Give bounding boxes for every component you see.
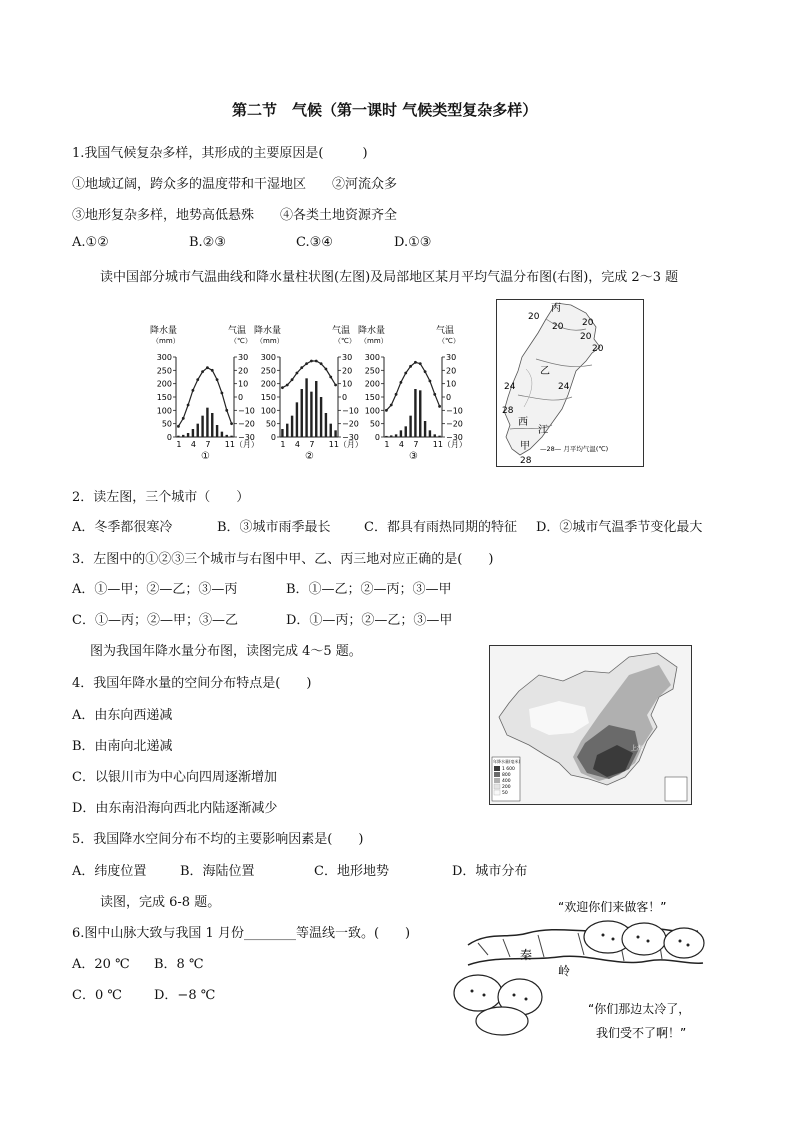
precip-tick-label: 0 [166, 433, 172, 442]
q3-option-d: D．①—丙；②—乙；③—甲 [286, 613, 453, 628]
precip-tick-label: 50 [265, 419, 276, 429]
isotherm-label: 乙 [540, 366, 550, 377]
temp-point [296, 372, 299, 375]
precip-bar [330, 424, 332, 437]
q2-option-c: C．都具有雨热同期的特征 [364, 520, 517, 535]
temp-point [216, 378, 219, 381]
speech-top: “欢迎你们来做客！” [558, 900, 667, 914]
climate-charts [140, 325, 467, 462]
precip-bar [395, 434, 397, 437]
q1-stem: 1.我国气候复杂多样，其形成的主要原因是( ) [72, 146, 368, 161]
temp-line [178, 368, 231, 427]
temp-axis-unit: （℃） [230, 337, 252, 345]
precip-bar [291, 416, 293, 437]
precip-tick-label: 200 [156, 379, 172, 389]
q1-line1: ①地域辽阔，跨众多的温度带和干湿地区 ②河流众多 [72, 177, 398, 192]
q1-option-a: A.①② [72, 235, 109, 250]
precip-tick-label: 250 [156, 366, 172, 376]
intro-q2-q3: 读中国部分城市气温曲线和降水量柱状图(左图)及局部地区某月平均气温分布图(右图)，完成 2～3 题 [100, 270, 679, 285]
temp-line [386, 362, 439, 410]
q4-option-c: C．以银川市为中心向四周逐渐增加 [72, 770, 277, 785]
month-tick-label: 1 [176, 440, 182, 449]
temp-tick-label: −30 [342, 433, 359, 442]
temp-tick-label: −20 [446, 419, 463, 429]
isotherm-label: 28 [502, 406, 514, 416]
month-tick-label: 4 [294, 440, 301, 449]
isotherm-label: 28 [520, 456, 532, 466]
precip-axis-unit: （mm） [152, 337, 180, 345]
temp-point [187, 404, 190, 407]
temp-tick-label: 20 [238, 366, 249, 376]
temp-point [419, 362, 422, 365]
precip-bar [419, 390, 421, 437]
isotherm-map [496, 299, 644, 467]
isotherm-label: 西 [518, 417, 528, 428]
q5-option-a: A．纬度位置 [72, 864, 147, 879]
q1-option-c: C.③④ [296, 235, 333, 250]
temp-tick-label: −30 [238, 433, 255, 442]
temp-tick-label: 30 [446, 353, 457, 362]
precip-bar [182, 435, 184, 437]
q4-option-a: A．由东向西递减 [72, 708, 173, 723]
temp-point [424, 370, 427, 373]
precip-tick-label: 200 [260, 379, 276, 389]
isotherm-label: 20 [582, 318, 594, 328]
month-tick-label: 4 [190, 440, 197, 449]
precip-axis-title: 降水量 [254, 326, 282, 336]
temp-tick-label: 0 [238, 393, 244, 402]
precip-bar [187, 433, 189, 437]
precip-axis-title: 降水量 [358, 326, 386, 336]
temp-line [282, 361, 335, 388]
precip-legend-item: 50 [502, 791, 508, 796]
precip-bar [385, 436, 387, 437]
precip-legend-item: 400 [502, 779, 511, 784]
isotherm-label: 20 [580, 332, 592, 342]
temp-point [438, 405, 441, 408]
temp-tick-label: 20 [446, 366, 457, 376]
q6-stem: 6.图中山脉大致与我国 1 月份________等温线一致。( ) [72, 926, 411, 941]
precip-bar [438, 436, 440, 437]
temp-point [385, 409, 388, 412]
precip-bar [296, 402, 298, 437]
speech-bottom-line1: “你们那边太冷了， [588, 1002, 691, 1016]
temp-point [329, 376, 332, 379]
precip-bar [206, 408, 208, 437]
temp-tick-label: 10 [238, 379, 249, 389]
q3-option-b: B．①—乙；②—丙；③—甲 [286, 582, 452, 597]
precip-tick-label: 250 [260, 366, 276, 376]
precip-tick-label: 300 [364, 353, 380, 362]
temp-point [409, 365, 412, 368]
speech-bottom-line2: 我们受不了啊！” [596, 1026, 687, 1040]
temp-tick-label: −30 [446, 433, 463, 442]
temp-point [182, 417, 185, 420]
temp-point [221, 392, 224, 395]
precip-bar [429, 430, 431, 437]
precip-axis-unit: （mm） [360, 337, 388, 345]
page-title: 第二节 气候（第一课时 气候类型复杂多样） [232, 101, 538, 119]
precip-bar [201, 416, 203, 437]
q3-option-c: C．①—丙；②—甲；③—乙 [72, 613, 238, 628]
precip-bar [221, 432, 223, 437]
month-tick-label: 7 [205, 440, 211, 449]
precip-tick-label: 300 [260, 353, 276, 362]
temp-point [286, 384, 289, 387]
precip-tick-label: 0 [374, 433, 380, 442]
chart-label: ③ [409, 451, 418, 462]
q2-option-a: A．冬季都很寒冷 [72, 520, 173, 535]
temp-tick-label: −10 [446, 406, 463, 416]
precip-bar [315, 381, 317, 437]
precip-tick-label: 50 [161, 419, 172, 429]
precip-tick-label: 150 [364, 393, 380, 402]
precip-tick-label: 100 [156, 406, 172, 416]
q1-line2: ③地形复杂多样，地势高低悬殊 ④各类土地资源齐全 [72, 208, 398, 223]
precip-bar [305, 378, 307, 437]
mountain-char-ling: 岭 [558, 964, 571, 978]
temp-point [177, 425, 180, 428]
temp-point [334, 384, 337, 387]
precip-tick-label: 100 [364, 406, 380, 416]
precip-bar [216, 425, 218, 437]
month-tick-label: 11（月） [224, 440, 259, 449]
temp-point [201, 370, 204, 373]
q6-option-a: A．20 ℃ [72, 957, 130, 972]
q6-option-b: B．8 ℃ [154, 957, 204, 972]
temp-tick-label: 20 [342, 366, 353, 376]
precip-bar [226, 435, 228, 437]
chart-label: ① [201, 451, 210, 462]
temp-point [395, 393, 398, 396]
temp-axis-title: 气温 [228, 326, 247, 336]
month-tick-label: 7 [309, 440, 315, 449]
temp-tick-label: −10 [238, 406, 255, 416]
precip-bar [301, 389, 303, 437]
precip-legend-title: 年降水量(毫米) [493, 759, 521, 764]
q2-option-b: B．③城市雨季最长 [217, 520, 331, 535]
precip-bar [192, 429, 194, 437]
q5-option-b: B．海陆位置 [180, 864, 255, 879]
isotherm-label: 20 [528, 312, 540, 322]
temp-axis-unit: （℃） [438, 337, 460, 345]
precip-tick-label: 0 [270, 433, 276, 442]
temp-axis-title: 气温 [436, 326, 455, 336]
temp-tick-label: 0 [446, 393, 452, 402]
temp-point [429, 380, 432, 383]
month-tick-label: 11（月） [432, 440, 467, 449]
temp-point [230, 422, 233, 425]
temp-point [315, 360, 318, 363]
q4-option-b: B．由南向北递减 [72, 739, 173, 754]
temp-axis-title: 气温 [332, 326, 351, 336]
intro-q6-q8: 读图，完成 6-8 题。 [100, 895, 221, 910]
precip-tick-label: 150 [156, 393, 172, 402]
temp-point [305, 362, 308, 365]
isotherm-label: 丙 [551, 303, 561, 314]
month-tick-label: 7 [413, 440, 419, 449]
isotherm-label: 20 [592, 344, 604, 354]
temp-point [404, 372, 407, 375]
temp-point [400, 381, 403, 384]
precip-legend-item: 1 600 [502, 767, 515, 772]
temp-tick-label: 10 [342, 379, 353, 389]
precip-legend-item: 200 [502, 785, 511, 790]
temp-tick-label: 0 [342, 393, 348, 402]
isotherm-label: 24 [504, 382, 516, 392]
precip-tick-label: 300 [156, 353, 172, 362]
temp-point [192, 389, 195, 392]
temp-tick-label: −10 [342, 406, 359, 416]
q5-option-d: D．城市分布 [452, 864, 528, 879]
temp-axis-unit: （℃） [334, 337, 356, 345]
q1-option-b: B.②③ [189, 235, 226, 250]
temp-point [206, 366, 209, 369]
month-tick-label: 11（月） [328, 440, 363, 449]
q4-option-d: D．由东南沿海向西北内陆逐渐减少 [72, 801, 278, 816]
q5-option-c: C．地形地势 [314, 864, 389, 879]
q6-option-c: C．0 ℃ [72, 988, 122, 1003]
temp-point [300, 366, 303, 369]
month-tick-label: 1 [384, 440, 390, 449]
temp-point [433, 393, 436, 396]
precip-bar [390, 435, 392, 437]
temp-tick-label: −20 [342, 419, 359, 429]
precip-bar [405, 426, 407, 437]
precip-bar [320, 397, 322, 437]
q2-option-d: D．②城市气温季节变化最大 [536, 520, 703, 535]
precip-bar [177, 436, 179, 437]
precip-axis-title: 降水量 [150, 326, 178, 336]
temp-tick-label: 30 [342, 353, 353, 362]
isotherm-label: 20 [552, 322, 564, 332]
precip-legend-item: 800 [502, 773, 511, 778]
precip-bar [286, 424, 288, 437]
q3-stem: 3．左图中的①②③三个城市与右图中甲、乙、丙三地对应正确的是( ) [72, 552, 494, 567]
map-city-label: 上海 [631, 745, 644, 752]
precip-axis-unit: （mm） [256, 337, 284, 345]
precip-bar [434, 434, 436, 437]
temp-point [211, 369, 214, 372]
precip-tick-label: 150 [260, 393, 276, 402]
qinling-cartoon [448, 895, 718, 1045]
precip-bar [400, 430, 402, 437]
temp-point [310, 360, 313, 363]
temp-tick-label: 10 [446, 379, 457, 389]
precip-tick-label: 50 [369, 419, 380, 429]
precip-bar [334, 430, 336, 437]
precip-bar [424, 421, 426, 437]
temp-point [414, 361, 417, 364]
precipitation-map [489, 645, 692, 805]
q6-option-d: D．−8 ℃ [154, 988, 216, 1003]
q2-stem: 2．读左图，三个城市（ ） [72, 490, 250, 505]
temp-tick-label: −20 [238, 419, 255, 429]
precip-bar [414, 389, 416, 437]
precip-bar [197, 424, 199, 437]
precip-tick-label: 250 [364, 366, 380, 376]
isotherm-legend: —28— 月平均气温(℃) [540, 445, 609, 453]
temp-point [196, 378, 199, 381]
temp-point [291, 378, 294, 381]
precip-bar [281, 429, 283, 437]
q1-option-d: D.①③ [394, 235, 432, 250]
precip-tick-label: 100 [260, 406, 276, 416]
precip-bar [230, 436, 232, 437]
month-tick-label: 1 [280, 440, 286, 449]
mountain-char-qin: 秦 [520, 948, 533, 962]
chart-label: ② [305, 451, 314, 462]
isotherm-label: 江 [538, 425, 548, 436]
temp-point [325, 368, 328, 371]
temp-tick-label: 30 [238, 353, 249, 362]
precip-bar [310, 392, 312, 437]
q5-stem: 5．我国降水空间分布不均的主要影响因素是( ) [72, 832, 364, 847]
month-tick-label: 4 [398, 440, 405, 449]
temp-point [281, 386, 284, 389]
temp-point [320, 362, 323, 365]
temp-point [225, 409, 228, 412]
precip-bar [325, 413, 327, 437]
intro-q4-q5: 图为我国年降水量分布图，读图完成 4～5 题。 [90, 644, 362, 659]
precip-bar [211, 413, 213, 437]
q3-option-a: A．①—甲；②—乙；③—丙 [72, 582, 238, 597]
precip-bar [409, 416, 411, 437]
isotherm-label: 甲 [520, 441, 530, 452]
temp-point [390, 404, 393, 407]
precip-tick-label: 200 [364, 379, 380, 389]
isotherm-label: 24 [558, 382, 570, 392]
q4-stem: 4．我国年降水量的空间分布特点是( ) [72, 676, 312, 691]
